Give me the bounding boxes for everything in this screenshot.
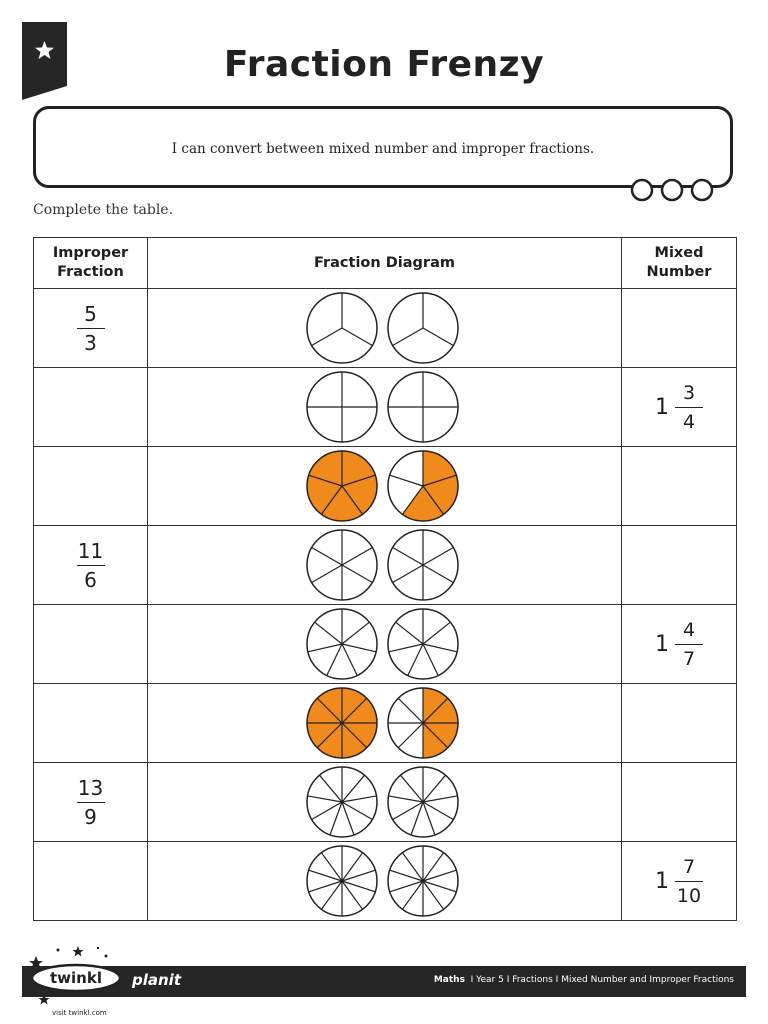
sector-divider	[423, 328, 453, 346]
sector-divider	[423, 622, 450, 644]
sector-divider	[307, 644, 341, 652]
numerator: 11	[77, 538, 104, 563]
mixed-number-cell	[622, 842, 737, 921]
table-row	[34, 447, 737, 526]
fraction-diagram-cell	[148, 447, 622, 526]
table-row	[34, 289, 737, 368]
table-row	[34, 684, 737, 763]
pie-diagram	[305, 291, 465, 365]
numerator: 7	[682, 855, 696, 878]
pie-diagram	[305, 844, 465, 918]
header-fraction-diagram: Fraction Diagram	[148, 238, 622, 289]
sector-divider	[342, 802, 372, 820]
sector-divider	[389, 475, 422, 486]
sector-divider	[308, 881, 341, 892]
fraction-circle	[388, 767, 458, 837]
improper-fraction-cell	[34, 763, 148, 842]
sector-divider	[395, 622, 422, 644]
sector-divider	[330, 802, 342, 835]
page-title: Fraction Frenzy	[223, 44, 545, 85]
sector-divider	[342, 622, 369, 644]
fraction-circle	[388, 293, 458, 363]
fraction-diagram-cell	[148, 526, 622, 605]
mixed-number-cell[interactable]	[622, 526, 737, 605]
sector-divider	[423, 796, 457, 802]
table-row	[34, 368, 737, 447]
pie-diagram	[305, 607, 465, 681]
table-header-row	[34, 238, 737, 289]
sector-divider	[423, 881, 456, 892]
sector-divider	[402, 853, 423, 881]
instruction-text: Complete the table.	[33, 202, 174, 218]
sector-divider	[311, 565, 341, 583]
sector-divider	[423, 881, 444, 909]
fraction	[77, 776, 105, 829]
denominator: 9	[84, 804, 97, 829]
learning-objective-text: I can convert between mixed number and improper fractions.	[171, 141, 595, 157]
table-row	[34, 526, 737, 605]
improper-fraction-cell	[34, 526, 148, 605]
whole-number: 1	[655, 394, 669, 420]
sector-divider	[342, 881, 363, 909]
fraction-circle	[307, 451, 377, 521]
sector-divider	[342, 775, 364, 802]
fraction	[675, 618, 703, 671]
sector-divider	[423, 775, 445, 802]
sector-divider	[314, 622, 341, 644]
fraction-diagram-cell	[148, 763, 622, 842]
pie-diagram	[305, 686, 465, 760]
denominator: 7	[682, 647, 696, 670]
sector-divider	[342, 870, 375, 881]
sector-divider	[392, 548, 422, 566]
product-logo-text: planit	[132, 971, 181, 989]
sector-divider	[342, 802, 354, 835]
mixed-number	[655, 381, 703, 434]
footer-breadcrumb: Maths I Year 5 I Fractions I Mixed Number and Improper Fractions	[433, 975, 734, 985]
fraction-circle	[307, 530, 377, 600]
denominator: 4	[682, 410, 696, 433]
sector-divider	[423, 548, 453, 566]
mixed-number-cell[interactable]	[622, 684, 737, 763]
mixed-number	[655, 618, 703, 671]
brand-logo-text: twinkl	[50, 969, 102, 987]
sector-divider	[423, 565, 453, 583]
sector-divider	[311, 802, 341, 820]
fraction	[675, 381, 703, 434]
fraction-diagram-cell	[148, 605, 622, 684]
sector-divider	[392, 565, 422, 583]
mixed-number-cell	[622, 368, 737, 447]
improper-fraction-cell[interactable]	[34, 447, 148, 526]
fraction-diagram-cell	[148, 684, 622, 763]
sector-divider	[311, 328, 341, 346]
sector-divider	[388, 644, 422, 652]
sector-divider	[407, 644, 422, 676]
fraction-circle	[307, 846, 377, 916]
table-row	[34, 605, 737, 684]
sector-divider	[389, 870, 422, 881]
sector-divider	[423, 870, 456, 881]
sector-divider	[423, 644, 457, 652]
whole-number: 1	[655, 631, 669, 657]
decorative-circles-icon	[630, 178, 714, 202]
numerator: 3	[682, 381, 696, 404]
sector-divider	[321, 853, 342, 881]
sector-divider	[411, 802, 423, 835]
header-improper-fraction: Improper Fraction	[34, 238, 148, 289]
sector-divider	[400, 775, 422, 802]
sector-divider	[342, 644, 357, 676]
fraction-diagram-cell	[148, 368, 622, 447]
twinkl-planit-logo	[28, 942, 208, 1012]
pie-diagram	[305, 765, 465, 839]
fraction	[77, 539, 105, 592]
fraction	[675, 855, 703, 908]
sector-divider	[307, 796, 341, 802]
pie-diagram	[305, 528, 465, 602]
header-mixed-number: Mixed Number	[622, 238, 737, 289]
sector-divider	[398, 698, 423, 723]
sector-divider	[342, 328, 372, 346]
whole-number: 1	[655, 868, 669, 894]
sector-divider	[342, 881, 375, 892]
improper-fraction-cell	[34, 289, 148, 368]
sector-divider	[392, 802, 422, 820]
sector-divider	[342, 853, 363, 881]
sector-divider	[423, 853, 444, 881]
mixed-number-cell[interactable]	[622, 447, 737, 526]
sector-divider	[321, 881, 342, 909]
numerator: 13	[77, 775, 104, 800]
fraction-circle	[307, 372, 377, 442]
denominator: 10	[676, 884, 702, 907]
fraction-circle	[388, 609, 458, 679]
table-row	[34, 842, 737, 921]
denominator: 3	[84, 330, 97, 355]
fraction-circle	[388, 688, 458, 758]
fraction	[77, 302, 105, 355]
fraction-circle	[388, 451, 458, 521]
improper-fraction-cell[interactable]	[34, 368, 148, 447]
fraction-circle	[307, 609, 377, 679]
visit-website-text: visit twinkl.com	[52, 1009, 107, 1017]
improper-fraction-cell[interactable]	[34, 842, 148, 921]
fraction-circle	[307, 293, 377, 363]
sector-divider	[308, 870, 341, 881]
sector-divider	[342, 548, 372, 566]
pie-diagram	[305, 370, 465, 444]
mixed-number-cell	[622, 605, 737, 684]
sector-divider	[342, 565, 372, 583]
fraction-circle	[388, 846, 458, 916]
numerator: 5	[84, 301, 97, 326]
sector-divider	[423, 802, 453, 820]
sector-divider	[423, 802, 435, 835]
sector-divider	[319, 775, 341, 802]
improper-fraction-cell[interactable]	[34, 605, 148, 684]
numerator: 4	[682, 618, 696, 641]
sector-divider	[389, 881, 422, 892]
table-row	[34, 763, 737, 842]
mixed-number-cell[interactable]	[622, 763, 737, 842]
mixed-number-cell[interactable]	[622, 289, 737, 368]
fraction-diagram-cell	[148, 842, 622, 921]
fraction-diagram-cell	[148, 289, 622, 368]
sector-divider	[392, 328, 422, 346]
fraction-table	[33, 237, 737, 921]
pie-diagram	[305, 449, 465, 523]
mixed-number	[655, 855, 703, 908]
sector-divider	[388, 796, 422, 802]
fraction-circle	[388, 372, 458, 442]
sector-divider	[402, 881, 423, 909]
denominator: 6	[84, 567, 97, 592]
learning-objective-box	[33, 106, 733, 188]
sector-divider	[311, 548, 341, 566]
fraction-circle	[307, 688, 377, 758]
sector-divider	[326, 644, 341, 676]
sector-divider	[342, 644, 376, 652]
sector-divider	[398, 723, 423, 748]
sector-divider	[423, 644, 438, 676]
improper-fraction-cell[interactable]	[34, 684, 148, 763]
sector-divider	[342, 796, 376, 802]
fraction-circle	[307, 767, 377, 837]
fraction-circle	[388, 530, 458, 600]
